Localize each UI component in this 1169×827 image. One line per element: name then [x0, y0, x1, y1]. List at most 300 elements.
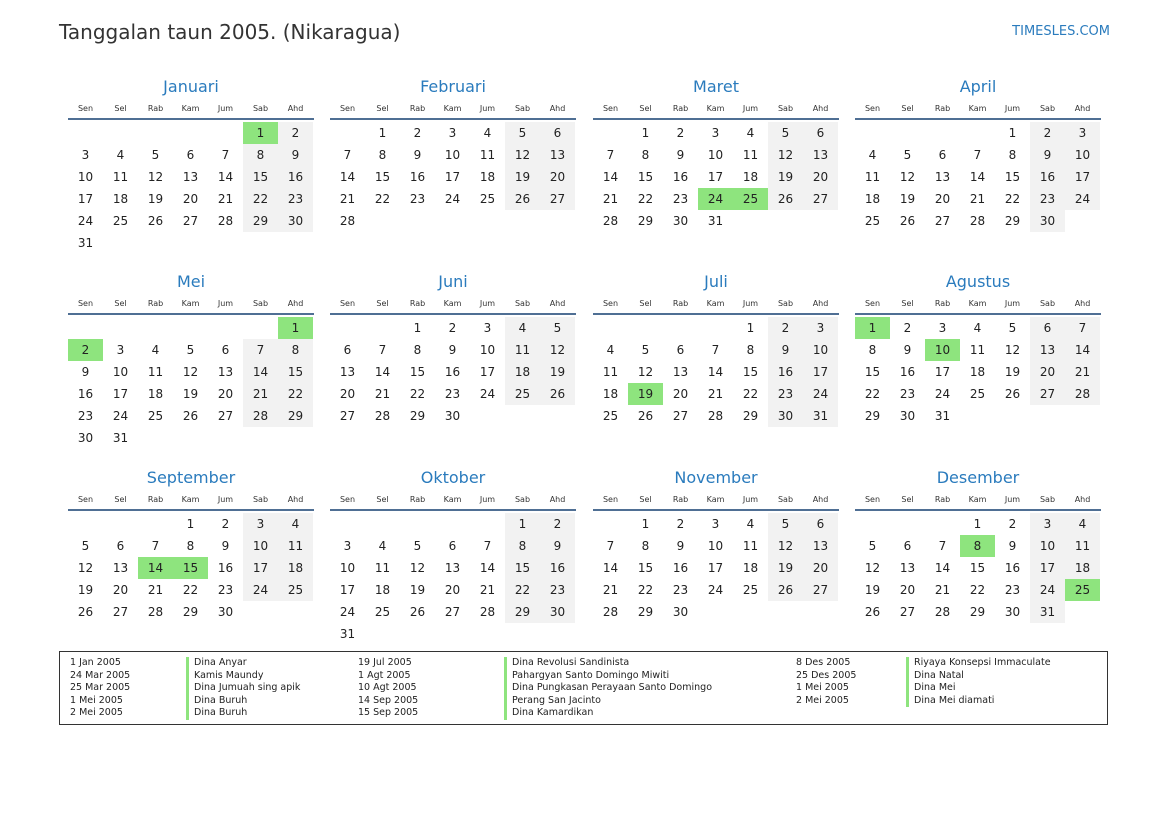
day-cell: 20	[217, 387, 234, 401]
weekday-label: Sel	[376, 299, 389, 308]
day-cell: 6	[1030, 317, 1065, 339]
day-cell: 14	[374, 365, 391, 379]
day-cell: 8	[278, 339, 313, 361]
empty-cell	[365, 513, 400, 535]
day-cell: 7	[151, 539, 160, 553]
day-cell: 5	[186, 343, 195, 357]
empty-cell	[208, 122, 243, 144]
day-cell: 20	[899, 583, 916, 597]
day-cell: 10	[1030, 535, 1065, 557]
holiday-day-cell: 1	[855, 317, 890, 339]
weekday-label: Ahd	[287, 299, 304, 308]
day-cell: 19	[505, 166, 540, 188]
day-cell: 23	[409, 192, 426, 206]
day-cell: 5	[641, 343, 650, 357]
weekday-label: Sen	[339, 299, 356, 308]
day-cell: 1	[413, 321, 422, 335]
weekday-label: Kam	[181, 104, 200, 113]
holiday-name: Dina Pungkasan Perayaan Santo Domingo	[504, 682, 712, 695]
empty-cell	[593, 317, 628, 339]
day-cell: 23	[444, 387, 461, 401]
day-cell: 12	[1004, 343, 1021, 357]
month-name: Maret	[693, 77, 739, 96]
empty-cell	[68, 317, 103, 339]
weekday-label: Sab	[777, 495, 794, 504]
weekday-label: Sen	[77, 104, 94, 113]
weekday-label: Jum	[742, 104, 759, 113]
weekday-label: Sel	[639, 495, 652, 504]
day-cell: 17	[934, 365, 951, 379]
day-grid	[330, 122, 576, 232]
day-cell: 8	[641, 539, 650, 553]
day-cell: 6	[343, 343, 352, 357]
empty-cell	[400, 513, 435, 535]
day-cell: 14	[243, 361, 278, 383]
weekday-label: Ahd	[1074, 495, 1091, 504]
empty-cell	[435, 513, 470, 535]
holiday-name: Pahargyan Santo Domingo Miwiti	[504, 670, 712, 683]
holiday-day-cell: 19	[628, 383, 663, 405]
day-cell: 11	[278, 535, 313, 557]
weekday-label: Ahd	[812, 104, 829, 113]
empty-cell	[138, 317, 173, 339]
holiday-date: 8 Des 2005	[796, 657, 851, 668]
day-cell: 3	[938, 321, 947, 335]
holiday-name: Riyaya Konsepsi Immaculate	[906, 657, 1051, 670]
empty-cell	[243, 317, 278, 339]
month-april	[855, 74, 1101, 232]
day-cell: 7	[606, 539, 615, 553]
day-cell: 27	[339, 409, 356, 423]
day-cell: 15	[374, 170, 391, 184]
day-cell: 23	[672, 583, 689, 597]
day-cell: 7	[343, 148, 352, 162]
weekday-label: Sab	[777, 299, 794, 308]
day-cell: 28	[147, 605, 164, 619]
day-cell: 7	[378, 343, 387, 357]
day-grid	[68, 122, 314, 254]
day-cell: 27	[182, 214, 199, 228]
weekday-label: Kam	[706, 495, 725, 504]
day-cell: 22	[864, 387, 881, 401]
day-grid	[330, 513, 576, 645]
day-cell: 6	[903, 539, 912, 553]
day-cell: 26	[77, 605, 94, 619]
day-cell: 8	[186, 539, 195, 553]
day-cell: 6	[803, 122, 838, 144]
day-cell: 3	[1030, 513, 1065, 535]
weekday-label: Sel	[901, 104, 914, 113]
day-cell: 17	[707, 561, 724, 575]
day-grid	[855, 317, 1101, 427]
day-cell: 27	[112, 605, 129, 619]
day-cell: 19	[540, 361, 575, 383]
day-cell: 21	[934, 583, 951, 597]
empty-cell	[208, 317, 243, 339]
month-juli	[593, 269, 839, 427]
day-cell: 28	[217, 214, 234, 228]
day-cell: 7	[973, 148, 982, 162]
weekday-label: Ahd	[1074, 299, 1091, 308]
day-cell: 2	[903, 321, 912, 335]
day-cell: 1	[641, 517, 650, 531]
day-cell: 21	[602, 583, 619, 597]
day-cell: 2	[540, 513, 575, 535]
weekday-label: Sel	[901, 299, 914, 308]
month-desember	[855, 465, 1101, 623]
day-cell: 27	[803, 579, 838, 601]
day-cell: 24	[1065, 188, 1100, 210]
day-cell: 13	[803, 535, 838, 557]
day-cell: 2	[676, 517, 685, 531]
day-cell: 18	[864, 192, 881, 206]
day-cell: 21	[217, 192, 234, 206]
weekday-label: Rab	[672, 495, 689, 504]
day-cell: 3	[448, 126, 457, 140]
day-cell: 15	[637, 561, 654, 575]
day-cell: 24	[934, 387, 951, 401]
weekday-label: Sen	[602, 299, 619, 308]
day-cell: 16	[217, 561, 234, 575]
day-cell: 25	[742, 583, 759, 597]
day-cell: 1	[505, 513, 540, 535]
day-cell: 13	[803, 144, 838, 166]
day-cell: 16	[672, 170, 689, 184]
page-title: Tanggalan taun 2005. (Nikaragua)	[59, 20, 401, 44]
month-mei	[68, 269, 314, 449]
weekday-label: Rab	[147, 299, 164, 308]
day-cell: 18	[742, 170, 759, 184]
day-cell: 11	[112, 170, 129, 184]
day-cell: 3	[803, 317, 838, 339]
day-cell: 2	[278, 122, 313, 144]
empty-cell	[890, 513, 925, 535]
day-cell: 6	[540, 122, 575, 144]
day-cell: 20	[112, 583, 129, 597]
day-cell: 10	[1065, 144, 1100, 166]
day-cell: 13	[1030, 339, 1065, 361]
weekday-header	[855, 299, 1101, 315]
day-cell: 18	[479, 170, 496, 184]
weekday-label: Ahd	[1074, 104, 1091, 113]
day-cell: 18	[602, 387, 619, 401]
weekday-label: Jum	[217, 299, 234, 308]
weekday-label: Jum	[1004, 299, 1021, 308]
day-cell: 31	[803, 405, 838, 427]
weekday-label: Sel	[901, 495, 914, 504]
day-cell: 20	[934, 192, 951, 206]
day-cell: 16	[1030, 166, 1065, 188]
empty-cell	[470, 513, 505, 535]
day-cell: 22	[374, 192, 391, 206]
weekday-label: Kam	[181, 495, 200, 504]
day-cell: 17	[803, 361, 838, 383]
weekday-label: Sel	[376, 495, 389, 504]
empty-cell	[68, 122, 103, 144]
day-cell: 3	[711, 517, 720, 531]
day-cell: 13	[339, 365, 356, 379]
day-cell: 17	[77, 192, 94, 206]
empty-cell	[925, 122, 960, 144]
day-cell: 19	[899, 192, 916, 206]
day-cell: 24	[479, 387, 496, 401]
day-cell: 10	[77, 170, 94, 184]
day-cell: 14	[602, 170, 619, 184]
holiday-name: Dina Jumuah sing apik	[186, 682, 300, 695]
empty-cell	[960, 122, 995, 144]
day-cell: 17	[339, 583, 356, 597]
day-cell: 29	[505, 601, 540, 623]
day-cell: 5	[903, 148, 912, 162]
day-cell: 5	[81, 539, 90, 553]
weekday-label: Kam	[443, 299, 462, 308]
day-cell: 15	[409, 365, 426, 379]
holiday-day-cell: 1	[278, 317, 313, 339]
day-cell: 13	[182, 170, 199, 184]
weekday-label: Jum	[742, 495, 759, 504]
empty-cell	[103, 513, 138, 535]
weekday-label: Jum	[742, 299, 759, 308]
weekday-label: Sab	[252, 104, 269, 113]
weekday-label: Ahd	[549, 104, 566, 113]
day-cell: 23	[278, 188, 313, 210]
day-cell: 9	[1008, 539, 1017, 553]
day-cell: 25	[147, 409, 164, 423]
weekday-label: Kam	[968, 104, 987, 113]
day-cell: 6	[448, 539, 457, 553]
weekday-label: Jum	[479, 299, 496, 308]
day-cell: 14	[217, 170, 234, 184]
day-cell: 24	[1030, 579, 1065, 601]
day-cell: 4	[1065, 513, 1100, 535]
day-cell: 23	[768, 383, 803, 405]
weekday-label: Sen	[864, 104, 881, 113]
day-cell: 11	[505, 339, 540, 361]
weekday-label: Sen	[77, 299, 94, 308]
month-oktober	[330, 465, 576, 645]
weekday-label: Rab	[672, 104, 689, 113]
holiday-day-cell: 15	[173, 557, 208, 579]
day-cell: 4	[378, 539, 387, 553]
day-cell: 17	[1065, 166, 1100, 188]
empty-cell	[698, 317, 733, 339]
weekday-label: Kam	[968, 299, 987, 308]
day-cell: 11	[742, 148, 759, 162]
day-cell: 28	[934, 605, 951, 619]
day-cell: 3	[243, 513, 278, 535]
weekday-label: Jum	[479, 495, 496, 504]
day-cell: 25	[969, 387, 986, 401]
day-cell: 3	[483, 321, 492, 335]
holiday-name: Perang San Jacinto	[504, 695, 712, 708]
day-cell: 4	[483, 126, 492, 140]
day-cell: 18	[742, 561, 759, 575]
weekday-label: Rab	[934, 495, 951, 504]
weekday-header	[593, 104, 839, 120]
holiday-name: Dina Buruh	[186, 695, 300, 708]
day-cell: 15	[637, 170, 654, 184]
day-cell: 6	[676, 343, 685, 357]
holiday-date: 1 Mei 2005	[796, 682, 849, 694]
day-cell: 5	[505, 122, 540, 144]
holiday-name: Kamis Maundy	[186, 670, 300, 683]
empty-cell	[593, 513, 628, 535]
day-cell: 19	[768, 166, 803, 188]
day-cell: 26	[768, 188, 803, 210]
day-cell: 23	[1030, 188, 1065, 210]
holiday-date: 19 Jul 2005	[358, 657, 412, 668]
day-cell: 11	[374, 561, 391, 575]
day-cell: 6	[186, 148, 195, 162]
month-name: Desember	[936, 468, 1020, 487]
day-cell: 15	[505, 557, 540, 579]
holiday-day-cell: 1	[243, 122, 278, 144]
day-grid	[330, 317, 576, 427]
day-cell: 20	[540, 166, 575, 188]
day-cell: 29	[637, 214, 654, 228]
day-cell: 17	[479, 365, 496, 379]
day-cell: 22	[1004, 192, 1021, 206]
day-cell: 25	[505, 383, 540, 405]
day-cell: 29	[742, 409, 759, 423]
day-cell: 28	[602, 605, 619, 619]
day-cell: 13	[444, 561, 461, 575]
day-cell: 4	[606, 343, 615, 357]
day-cell: 30	[899, 409, 916, 423]
day-cell: 4	[505, 317, 540, 339]
day-grid	[593, 513, 839, 623]
day-cell: 3	[343, 539, 352, 553]
weekday-label: Kam	[443, 104, 462, 113]
weekday-label: Sel	[114, 104, 127, 113]
holiday-legend	[59, 651, 1108, 725]
day-cell: 17	[243, 557, 278, 579]
empty-cell	[663, 317, 698, 339]
holiday-name: Dina Anyar	[186, 657, 300, 670]
day-cell: 6	[221, 343, 230, 357]
day-cell: 26	[899, 214, 916, 228]
empty-cell	[330, 513, 365, 535]
month-name: Oktober	[420, 468, 486, 487]
weekday-label: Sab	[1039, 495, 1056, 504]
holiday-date: 1 Jan 2005	[70, 657, 121, 668]
day-cell: 15	[742, 365, 759, 379]
day-cell: 14	[479, 561, 496, 575]
day-cell: 27	[540, 188, 575, 210]
weekday-label: Kam	[706, 299, 725, 308]
weekday-label: Rab	[934, 104, 951, 113]
day-cell: 31	[339, 627, 356, 641]
day-cell: 22	[637, 583, 654, 597]
day-cell: 19	[182, 387, 199, 401]
day-cell: 2	[448, 321, 457, 335]
day-cell: 27	[444, 605, 461, 619]
day-cell: 1	[186, 517, 195, 531]
site-link[interactable]: TIMESLES.COM	[1012, 24, 1110, 39]
month-februari	[330, 74, 576, 232]
day-cell: 16	[409, 170, 426, 184]
weekday-label: Rab	[409, 104, 426, 113]
day-cell: 5	[768, 122, 803, 144]
day-cell: 23	[1004, 583, 1021, 597]
day-cell: 22	[182, 583, 199, 597]
day-cell: 27	[1030, 383, 1065, 405]
day-cell: 6	[803, 513, 838, 535]
day-cell: 19	[864, 583, 881, 597]
day-cell: 5	[413, 539, 422, 553]
weekday-label: Rab	[147, 495, 164, 504]
day-cell: 26	[540, 383, 575, 405]
day-cell: 9	[768, 339, 803, 361]
day-cell: 5	[768, 513, 803, 535]
day-cell: 25	[112, 214, 129, 228]
month-name: Juni	[438, 272, 468, 291]
day-cell: 12	[505, 144, 540, 166]
day-cell: 9	[676, 539, 685, 553]
day-cell: 24	[77, 214, 94, 228]
day-cell: 6	[938, 148, 947, 162]
day-cell: 12	[77, 561, 94, 575]
day-cell: 3	[81, 148, 90, 162]
weekday-label: Ahd	[812, 495, 829, 504]
day-cell: 8	[746, 343, 755, 357]
day-cell: 14	[1065, 339, 1100, 361]
day-cell: 7	[243, 339, 278, 361]
weekday-header	[68, 495, 314, 511]
day-cell: 8	[378, 148, 387, 162]
day-cell: 26	[637, 409, 654, 423]
day-cell: 10	[707, 539, 724, 553]
day-cell: 16	[899, 365, 916, 379]
day-cell: 13	[540, 144, 575, 166]
month-name: September	[146, 468, 236, 487]
month-maret	[593, 74, 839, 232]
day-cell: 18	[969, 365, 986, 379]
legend-dates-1	[70, 657, 130, 720]
holiday-date: 2 Mei 2005	[70, 707, 123, 719]
day-cell: 15	[1004, 170, 1021, 184]
empty-cell	[103, 122, 138, 144]
day-cell: 23	[540, 579, 575, 601]
day-cell: 9	[1030, 144, 1065, 166]
day-cell: 7	[711, 343, 720, 357]
day-cell: 4	[973, 321, 982, 335]
day-cell: 26	[505, 188, 540, 210]
day-cell: 8	[243, 144, 278, 166]
day-cell: 8	[1008, 148, 1017, 162]
day-cell: 21	[374, 387, 391, 401]
day-cell: 28	[479, 605, 496, 619]
day-cell: 26	[182, 409, 199, 423]
holiday-date: 14 Sep 2005	[358, 694, 419, 706]
day-cell: 28	[602, 214, 619, 228]
day-cell: 9	[278, 144, 313, 166]
day-cell: 14	[602, 561, 619, 575]
weekday-label: Kam	[706, 104, 725, 113]
day-cell: 24	[243, 579, 278, 601]
day-cell: 25	[479, 192, 496, 206]
day-cell: 25	[864, 214, 881, 228]
day-cell: 12	[409, 561, 426, 575]
day-cell: 3	[711, 126, 720, 140]
day-cell: 22	[278, 383, 313, 405]
empty-cell	[330, 122, 365, 144]
day-cell: 24	[803, 383, 838, 405]
month-juni	[330, 269, 576, 427]
weekday-label: Jum	[217, 495, 234, 504]
day-cell: 4	[116, 148, 125, 162]
day-cell: 20	[444, 583, 461, 597]
